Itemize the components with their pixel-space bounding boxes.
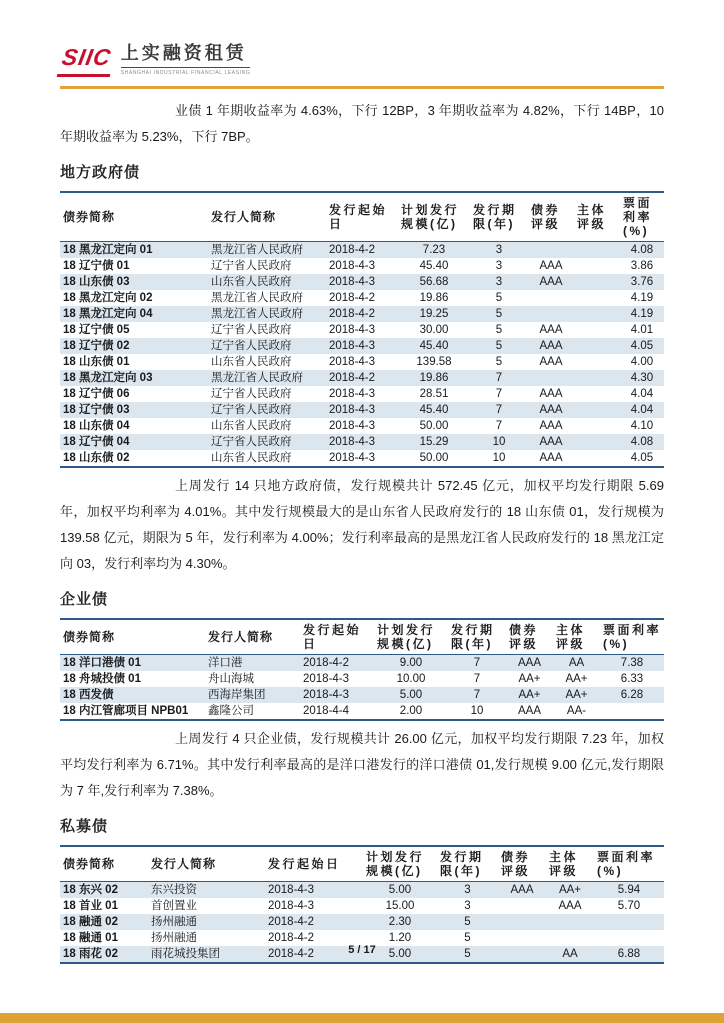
table-cell: 7.38 [620, 657, 644, 669]
table-cell: 辽宁省人民政府 [211, 388, 292, 400]
table-cell: 扬州融通 [151, 932, 197, 944]
table-cell: 首创置业 [151, 900, 197, 912]
footer-accent-bar [0, 1013, 724, 1023]
table-header [60, 619, 664, 655]
table-row [60, 687, 664, 703]
column-header: 票面利率(%) [623, 196, 653, 238]
column-header: 计划发行规模(亿) [366, 850, 425, 878]
table-cell [528, 306, 574, 322]
column-header: 发行起始日 [268, 857, 341, 871]
table-cell: 5.70 [617, 900, 641, 912]
table-cell: 2018-4-3 [268, 884, 315, 896]
column-header: 发行人简称 [151, 857, 217, 871]
table-cell: 7 [495, 388, 503, 400]
table-cell: 黑龙江省人民政府 [211, 292, 303, 304]
table-cell: 4.05 [630, 452, 654, 464]
column-header: 主体评级 [549, 850, 579, 878]
table-cell: 18 融通 01 [63, 932, 118, 944]
table-cell: 18 辽宁债 04 [63, 436, 130, 448]
table-cell: 10 [492, 452, 506, 464]
column-header: 债券简称 [63, 630, 116, 644]
table-cell [498, 914, 546, 930]
table-row [60, 306, 664, 322]
table-cell: AAA [539, 356, 563, 368]
table-cell: 5 [464, 948, 471, 960]
table-cell: 30.00 [419, 324, 449, 336]
table-cell: 7 [473, 689, 481, 701]
table-cell [600, 703, 664, 720]
table-cell: 50.00 [419, 452, 449, 464]
table-cell: 18 黑龙江定向 01 [63, 244, 153, 256]
table-row [60, 882, 664, 899]
table-cell: AAA [558, 900, 582, 912]
table-cell: 4.05 [630, 340, 654, 352]
table-cell: 1.20 [388, 932, 412, 944]
table-cell: 18 雨花 02 [63, 948, 118, 960]
table-cell: 6.28 [620, 689, 644, 701]
table-cell: 5.00 [388, 948, 412, 960]
table-cell [498, 898, 546, 914]
table-cell: 扬州融通 [151, 916, 197, 928]
table-row [60, 655, 664, 672]
corporate-bonds-table [60, 618, 664, 721]
table-cell: AAA [539, 452, 563, 464]
table-cell: 19.86 [419, 372, 449, 384]
table-cell: 9.00 [399, 657, 423, 669]
table-cell: 3 [464, 900, 471, 912]
table-cell: 4.01 [630, 324, 654, 336]
table-cell: AAA [517, 657, 541, 669]
table-cell: 18 洋口港债 01 [63, 657, 141, 669]
table-cell: 2018-4-2 [268, 916, 315, 928]
table-row [60, 242, 664, 259]
table-cell: 4.08 [630, 244, 654, 256]
table-cell: 山东省人民政府 [211, 356, 292, 368]
table-cell: 5 [495, 308, 503, 320]
column-header: 债券评级 [501, 850, 531, 878]
intro-paragraph: 业债 1 年期收益率为 4.63%，下行 12BP，3 年期收益率为 4.82%，下行 14BP，10 年期收益率为 5.23%，下行 7BP。 [60, 103, 664, 144]
table-cell: 2018-4-2 [268, 932, 315, 944]
column-header: 票面利率(%) [603, 623, 662, 651]
table-cell: 7.23 [422, 244, 446, 256]
table-cell: 辽宁省人民政府 [211, 324, 292, 336]
table-cell: 4.08 [630, 436, 654, 448]
table-row [60, 338, 664, 354]
company-name-english: SHANGHAI INDUSTRIAL FINANCIAL LEASING [120, 70, 251, 76]
table-cell: 4.00 [630, 356, 654, 368]
table-cell: 18 内江管廊项目 NPB01 [63, 705, 189, 717]
table-row [60, 386, 664, 402]
table-cell: 18 山东债 03 [63, 276, 130, 288]
table-cell: 辽宁省人民政府 [211, 436, 292, 448]
table-cell: AAA [539, 436, 563, 448]
table-cell: 2018-4-2 [329, 292, 376, 304]
table-cell: AAA [539, 340, 563, 352]
table-cell: 2018-4-3 [329, 452, 376, 464]
table-cell: 18 辽宁债 02 [63, 340, 130, 352]
table-cell: 3.76 [630, 276, 654, 288]
table-cell [574, 386, 620, 402]
table-cell: AA+ [565, 673, 588, 685]
column-header: 发行期限(年) [473, 203, 517, 231]
table-row [60, 370, 664, 386]
table-cell [574, 354, 620, 370]
page-number: 5 / 17 [348, 944, 376, 956]
table-cell: 18 辽宁债 03 [63, 404, 130, 416]
column-header: 计划发行规模(亿) [377, 623, 436, 651]
table-cell: 黑龙江省人民政府 [211, 244, 303, 256]
table-cell: 2018-4-3 [329, 340, 376, 352]
table-row [60, 290, 664, 306]
table-cell: 2018-4-3 [329, 388, 376, 400]
table-cell: AA+ [565, 689, 588, 701]
table-cell: 18 山东债 02 [63, 452, 130, 464]
table-cell: 2018-4-2 [268, 948, 315, 960]
table-cell: 15.00 [385, 900, 415, 912]
table-cell: 2018-4-3 [329, 436, 376, 448]
section-corporate-bonds [0, 590, 724, 804]
table-cell [574, 402, 620, 418]
table-cell: 18 融通 02 [63, 916, 118, 928]
table-cell: 5 [495, 340, 503, 352]
table-cell: 2018-4-3 [329, 420, 376, 432]
table-cell [574, 242, 620, 259]
column-header: 发行期限(年) [451, 623, 495, 651]
table-cell: 2018-4-3 [329, 276, 376, 288]
section-title-corporate: 企业债 [60, 591, 109, 608]
column-header: 债券评级 [509, 623, 539, 651]
table-cell: 18 舟城投债 01 [63, 673, 141, 685]
table-cell: AAA [539, 420, 563, 432]
table-cell: 2018-4-2 [329, 244, 376, 256]
table-cell: 4.30 [630, 372, 654, 384]
table-cell: AAA [539, 324, 563, 336]
table-cell: 4.19 [630, 292, 654, 304]
table-cell: 7 [473, 657, 481, 669]
table-cell: 18 辽宁债 06 [63, 388, 130, 400]
table-cell [528, 242, 574, 259]
table-cell: 5.00 [388, 884, 412, 896]
table-row [60, 914, 664, 930]
table-cell: 西海岸集团 [208, 689, 266, 701]
header-row [60, 619, 664, 655]
table-cell: 56.68 [419, 276, 449, 288]
table-cell: 18 黑龙江定向 02 [63, 292, 153, 304]
table-cell: AAA [539, 260, 563, 272]
table-cell: 18 辽宁债 05 [63, 324, 130, 336]
table-cell: 139.58 [416, 356, 452, 368]
table-cell: 4.10 [630, 420, 654, 432]
table-cell: 5 [495, 324, 503, 336]
table-cell: 2018-4-3 [303, 689, 350, 701]
logo-names [121, 40, 251, 76]
table-row [60, 671, 664, 687]
table-cell: 4.04 [630, 404, 654, 416]
table-cell: 2018-4-3 [329, 324, 376, 336]
column-header: 主体评级 [556, 623, 586, 651]
table-cell: 6.33 [620, 673, 644, 685]
table-cell: 18 东兴 02 [63, 884, 118, 896]
table-row [60, 450, 664, 467]
column-header: 债券简称 [63, 857, 116, 871]
table-row [60, 402, 664, 418]
column-header: 发行起始日 [303, 623, 362, 651]
table-row [60, 322, 664, 338]
table-cell: 10 [492, 436, 506, 448]
table-cell: 15.29 [419, 436, 449, 448]
table-cell: 黑龙江省人民政府 [211, 372, 303, 384]
table-cell: 5 [495, 356, 503, 368]
column-header: 主体评级 [577, 203, 607, 231]
siic-logo-mark: SIIC [57, 40, 116, 77]
table-cell [574, 322, 620, 338]
table-cell: 5 [464, 932, 471, 944]
table-cell: 黑龙江省人民政府 [211, 308, 303, 320]
table-cell: 2018-4-2 [329, 308, 376, 320]
table-cell: AAA [510, 884, 534, 896]
column-header: 发行起始日 [329, 203, 388, 231]
column-header: 发行期限(年) [440, 850, 484, 878]
table-cell: 2.30 [388, 916, 412, 928]
table-cell: 2018-4-3 [329, 260, 376, 272]
column-header: 债券评级 [531, 203, 561, 231]
table-cell: 28.51 [419, 388, 449, 400]
table-cell: 山东省人民政府 [211, 276, 292, 288]
header-accent-rule [60, 86, 664, 89]
table-cell: 18 山东债 01 [63, 356, 130, 368]
table-cell: AAA [517, 705, 541, 717]
table-cell: 10.00 [396, 673, 426, 685]
table-cell: 2018-4-4 [303, 705, 350, 717]
table-cell: 4.04 [630, 388, 654, 400]
table-cell: 18 黑龙江定向 04 [63, 308, 153, 320]
table-cell: 辽宁省人民政府 [211, 404, 292, 416]
table-row [60, 274, 664, 290]
section-title-local-government: 地方政府债 [60, 164, 141, 181]
table-cell [574, 434, 620, 450]
table-cell [574, 450, 620, 467]
table-cell: 10 [470, 705, 484, 717]
table-cell: 辽宁省人民政府 [211, 260, 292, 272]
section-local-government-bonds [0, 163, 724, 577]
table-cell: 7 [495, 372, 503, 384]
table-cell: 山东省人民政府 [211, 420, 292, 432]
document-header [0, 0, 724, 82]
table-cell: 19.86 [419, 292, 449, 304]
table-header [60, 846, 664, 882]
table-cell [574, 290, 620, 306]
table-cell: 2018-4-3 [329, 356, 376, 368]
table-cell [528, 370, 574, 386]
table-cell [574, 274, 620, 290]
table-cell: AAA [539, 388, 563, 400]
table-cell [546, 914, 594, 930]
table-cell: AA+ [558, 884, 582, 896]
table-row [60, 898, 664, 914]
table-cell: 7 [495, 404, 503, 416]
table-cell: AA+ [518, 673, 541, 685]
table-cell: 雨花城投集团 [151, 948, 220, 960]
table-cell: AA- [566, 705, 587, 717]
table-cell: 2018-4-2 [303, 657, 350, 669]
table-cell: 45.40 [419, 340, 449, 352]
table-cell [574, 338, 620, 354]
section-title-private-placement: 私募债 [60, 818, 109, 835]
table-cell: 3.86 [630, 260, 654, 272]
section-private-placement-bonds [0, 817, 724, 964]
section-summary-corporate: 上周发行 4 只企业债，发行规模共计 26.00 亿元，加权平均发行期限 7.23 年，加权平均发行利率为 6.71%。其中发行利率最高的是洋口港发行的洋口港债 01,发行规模 9.00 亿元,发行期限为 7 年,发行利率为 7.38%。 [60, 731, 664, 798]
column-header: 债券简称 [63, 210, 116, 224]
table-cell: 50.00 [419, 420, 449, 432]
company-name: 上实融资租赁 [121, 40, 251, 68]
table-cell: 2018-4-3 [268, 900, 315, 912]
table-cell: 18 西发债 [63, 689, 114, 701]
table-cell: 2018-4-2 [329, 372, 376, 384]
table-row [60, 418, 664, 434]
table-cell: 5 [495, 292, 503, 304]
table-cell: 3 [495, 260, 503, 272]
table-cell: 7 [473, 673, 481, 685]
table-cell: 2.00 [399, 705, 423, 717]
table-cell [574, 418, 620, 434]
section-summary-local-government: 上周发行 14 只地方政府债，发行规模共计 572.45 亿元，加权平均发行期限 5.69 年，加权平均利率为 4.01%。其中发行规模最大的是山东省人民政府发行的 18 山东债 01，发行规模为 139.58 亿元，期限为 5 年，发行利率为 4.00%；发行利率最高的是黑龙江省人民政府发行的 18 黑龙江定向 03，发行利率均为 4.30%。 [60, 478, 664, 571]
table-row [60, 434, 664, 450]
table-cell: 5.00 [399, 689, 423, 701]
table-cell: AAA [539, 276, 563, 288]
table-cell: AAA [539, 404, 563, 416]
header-row [60, 846, 664, 882]
table-cell [574, 258, 620, 274]
table-cell: AA+ [518, 689, 541, 701]
table-cell: AA [562, 948, 578, 960]
table-cell [528, 290, 574, 306]
column-header: 票面利率(%) [597, 850, 656, 878]
header-row [60, 192, 664, 242]
table-cell: AA [568, 657, 585, 669]
column-header: 发行人简称 [211, 210, 277, 224]
company-logo [60, 40, 664, 82]
table-cell: 18 辽宁债 01 [63, 260, 130, 272]
table-cell [574, 306, 620, 322]
table-cell: 3 [495, 276, 503, 288]
table-cell: 19.25 [419, 308, 449, 320]
table-row [60, 703, 664, 720]
table-cell: 18 首业 01 [63, 900, 118, 912]
table-cell: 2018-4-3 [303, 673, 350, 685]
table-cell: 45.40 [419, 404, 449, 416]
table-cell: 2018-4-3 [329, 404, 376, 416]
table-cell: 鑫隆公司 [208, 705, 254, 717]
table-cell: 辽宁省人民政府 [211, 340, 292, 352]
table-cell: 洋口港 [208, 657, 243, 669]
table-cell: 5 [464, 916, 471, 928]
table-cell: 3 [495, 244, 503, 256]
table-row [60, 354, 664, 370]
table-cell: 4.19 [630, 308, 654, 320]
table-cell: 东兴投资 [151, 884, 197, 896]
table-cell: 6.88 [617, 948, 641, 960]
table-cell: 18 山东债 04 [63, 420, 130, 432]
column-header: 计划发行规模(亿) [401, 203, 460, 231]
table-cell [574, 370, 620, 386]
table-cell: 45.40 [419, 260, 449, 272]
table-cell: 5.94 [617, 884, 641, 896]
table-header [60, 192, 664, 242]
column-header: 发行人简称 [208, 630, 274, 644]
table-row [60, 258, 664, 274]
local-government-bonds-table [60, 191, 664, 468]
table-cell: 3 [464, 884, 471, 896]
table-cell: 舟山海城 [208, 673, 254, 685]
table-cell: 山东省人民政府 [211, 452, 292, 464]
table-cell: 7 [495, 420, 503, 432]
table-cell [594, 914, 664, 930]
table-cell: 18 黑龙江定向 03 [63, 372, 153, 384]
